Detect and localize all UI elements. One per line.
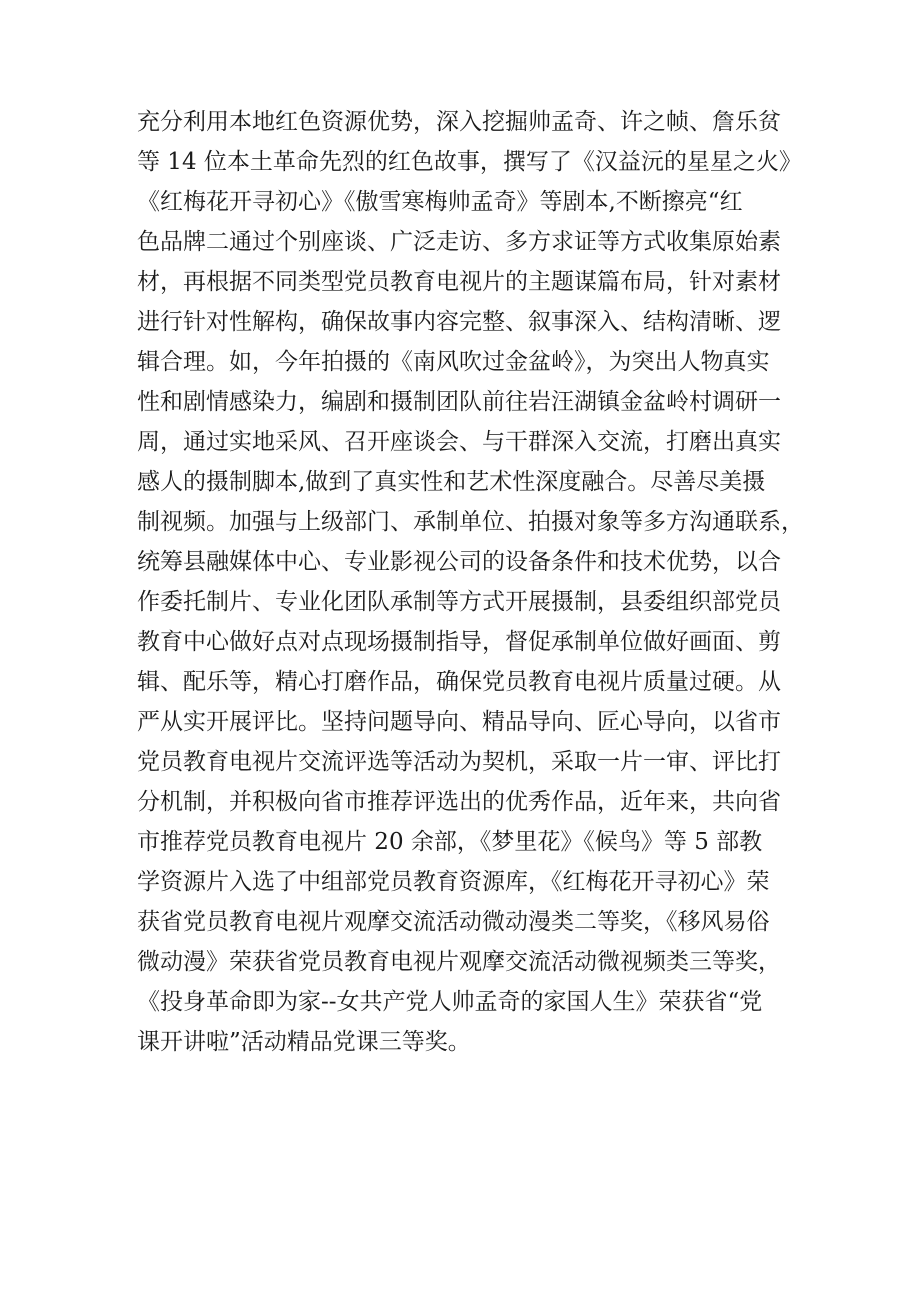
text-line-19: 市推荐党员教育电视片 20 余部，《梦里花》《候鸟》等 5 部教	[137, 829, 763, 855]
text-line-15: 辑、配乐等，精心打磨作品，确保党员教育电视片质量过硬。从	[137, 669, 781, 695]
text-line-20: 学资源片入选了中组部党员教育资源库，《红梅花开寻初心》荣	[137, 869, 770, 895]
text-line-22: 微动漫》荣获省党员教育电视片观摩交流活动微视频类三等奖，	[137, 949, 781, 975]
text-line-1: 充分利用本地红色资源优势，深入挖掘帅孟奇、许之帧、詹乐贫	[137, 109, 781, 135]
text-line-2: 等 14 位本土革命先烈的红色故事，撰写了《汉益沅的星星之火》	[137, 149, 802, 175]
text-line-16: 严从实开展评比。坚持问题导向、精品导向、匠心导向，以省市	[137, 709, 781, 735]
text-line-14: 教育中心做好点对点现场摄制指导，督促承制单位做好画面、剪	[137, 629, 781, 655]
text-line-4: 色品牌二通过个别座谈、广泛走访、多方求证等方式收集原始素	[137, 229, 781, 255]
text-line-24: 课开讲啦”活动精品党课三等奖。	[137, 1029, 471, 1055]
text-line-8: 性和剧情感染力，编剧和摄制团队前往岩汪湖镇金盆岭村调研一	[137, 389, 781, 415]
text-line-12: 统筹县融媒体中心、专业影视公司的设备条件和技术优势，以合	[137, 549, 781, 575]
body-paragraph	[137, 102, 804, 1062]
text-line-3: 《红梅花开寻初心》《傲雪寒梅帅孟奇》等剧本,不断擦亮“红	[137, 189, 743, 215]
text-line-13: 作委托制片、专业化团队承制等方式开展摄制，县委组织部党员	[137, 589, 781, 615]
text-line-23: 《投身革命即为家--女共产党人帅孟奇的家国人生》荣获省“党	[137, 989, 763, 1015]
text-line-5: 材，再根据不同类型党员教育电视片的主题谋篇布局，针对素材	[137, 269, 781, 295]
text-line-21: 获省党员教育电视片观摩交流活动微动漫类二等奖，《移风易俗	[137, 909, 770, 935]
text-line-9: 周，通过实地采风、召开座谈会、与干群深入交流，打磨出真实	[137, 429, 781, 455]
text-line-6: 进行针对性解构，确保故事内容完整、叙事深入、结构清晰、逻	[137, 309, 781, 335]
text-line-7: 辑合理。如，今年拍摄的《南风吹过金盆岭》，为突出人物真实	[137, 349, 770, 375]
text-line-18: 分机制，并积极向省市推荐评选出的优秀作品，近年来，共向省	[137, 789, 781, 815]
text-line-10: 感人的摄制脚本,做到了真实性和艺术性深度融合。尽善尽美摄	[137, 469, 766, 495]
text-line-11: 制视频。加强与上级部门、承制单位、拍摄对象等多方沟通联系，	[137, 509, 804, 535]
text-line-17: 党员教育电视片交流评选等活动为契机，采取一片一审、评比打	[137, 749, 781, 775]
